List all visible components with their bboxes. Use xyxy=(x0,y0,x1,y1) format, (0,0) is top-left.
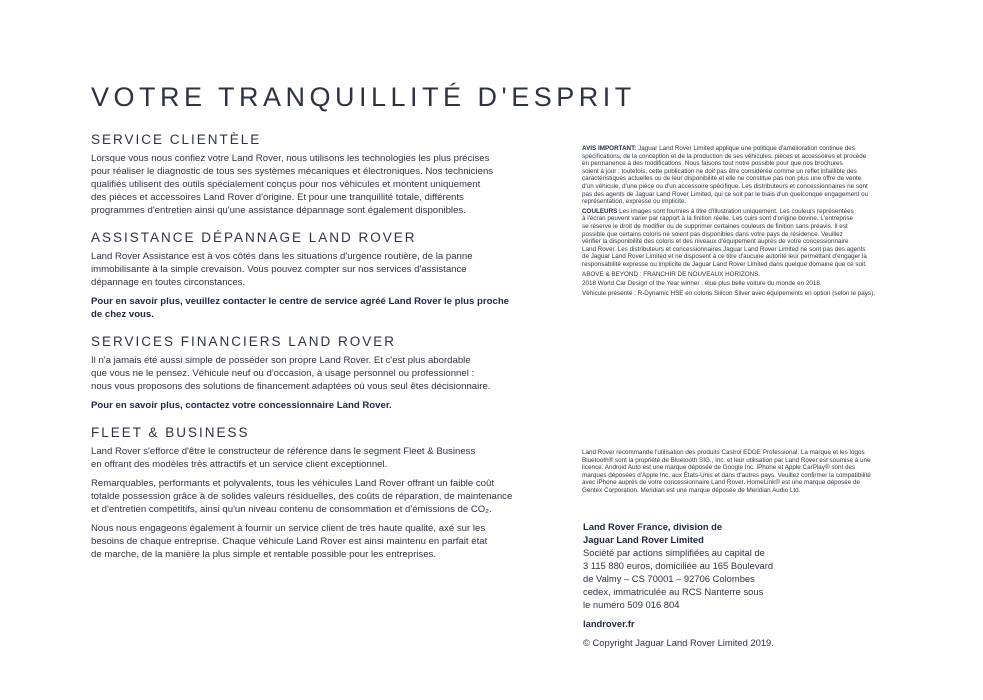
paragraph: Nous nous engageons également à fournir un service client de très haute qualité, axé sur les besoins de chaque entreprise. Chaque véhicule Land Rover est ainsi maintenu en parfait état de marche, de la manière la plus simple et rentable possible pour les entreprises. xyxy=(91,523,488,560)
section-assistance xyxy=(91,230,531,321)
notice-important xyxy=(582,145,927,206)
notice-tagline: ABOVE & BEYOND : FRANCHIR DE NOUVEAUX HORIZONS. xyxy=(582,270,761,278)
section-heading: ASSISTANCE DÉPANNAGE LAND ROVER xyxy=(91,230,417,245)
section-heading: FLEET & BUSINESS xyxy=(91,425,250,440)
notice-vehicle: Véhicule présenté : R-Dynamic HSE en coloris Silicon Silver avec équipements en option (selon le pays). xyxy=(582,289,875,297)
contact-note: Pour en savoir plus, veuillez contacter le centre de service agréé Land Rover le plus proche de chez vous. xyxy=(91,296,510,320)
notice-award: 2018 World Car Design of the Year winner : élue plus belle voiture du monde en 2018. xyxy=(582,280,822,288)
paragraph: Il n'a jamais été aussi simple de posséder son propre Land Rover. Et c'est plus abordable que vous ne le pensez. Véhicule neuf ou d'occasion, à usage personnel ou professionnel : nous vous proposons des solutions de financement adaptées où vous seul êtes décisionnaire. xyxy=(91,355,491,392)
page-title: VOTRE TRANQUILLITÉ D'ESPRIT xyxy=(91,82,636,112)
company-name: Land Rover France, division de Jaguar Land Rover Limited xyxy=(583,521,723,545)
company-info xyxy=(583,520,923,649)
section-service xyxy=(91,132,531,217)
paragraph: Land Rover Assistance est à vos côtés dans les situations d'urgence routière, de la panne immobilisante à la simple crevaison. Vous pouvez compter sur nos services d'assistance dépannage en toutes circonstances. xyxy=(91,251,473,288)
notice-label: COULEURS xyxy=(582,207,618,215)
notice-text: Les images sont fournies à titre d'illustration uniquement. Les couleurs représentées à l'écran peuvent varier par rapport à la finition réelle. Les cuirs sont d'origine bovine. L'entreprise se réserve le droit de modifier ou de supprimer certaines couleurs de finition sans préavis. Il est possible que certains coloris ne soient pas disponibles dans votre pays de résidence. Veuillez vérifier la disponibilité des coloris et des niveaux d'équipement auprès de votre concessionnaire Land Rover. Les distributeurs et concessionnaires Jaguar Land Rover Limited ne sont pas des agents de Jaguar Land Rover Limited et ne disposent à ce titre d'aucune autorité leur permettant d'engager la responsabilité expresse ou implicite de Jaguar Land Rover Limited dans quelque domaine que ce soit. xyxy=(582,207,867,268)
important-notice xyxy=(582,145,927,299)
copyright: © Copyright Jaguar Land Rover Limited 2019. xyxy=(583,637,774,648)
section-financial xyxy=(91,334,531,412)
legal-trademarks: Land Rover recommande l'utilisation des produits Castrol EDGE Professional. La marque et les logos Bluetooth® sont la propriété de Bluetooth SIG., Inc. et leur utilisation par Land Rover est soumise à une licence. Android Auto est une marque déposée de Google Inc. iPhone et Apple CarPlay® sont des marques déposées d'Apple Inc. aux États-Unis et dans d'autres pays. Veuillez confirmer la compatibilité avec iPhone auprès de votre concessionnaire Land Rover. HomeLink® est une marque déposée de Gentex Corporation. Meridian est une marque déposée de Meridian Audio Ltd. xyxy=(582,449,871,494)
contact-note: Pour en savoir plus, contactez votre concessionnaire Land Rover. xyxy=(91,400,392,411)
section-heading: SERVICE CLIENTÈLE xyxy=(91,132,262,147)
notice-text: Jaguar Land Rover Limited applique une politique d'amélioration continue des spécifications, de la conception et de la production de ses véhicules, pièces et accessoires et procède en permanence à des modifications. Nous faisons tout notre possible pour que nos brochures soient à jour ; toutefois, cette publication ne doit pas être considérée comme un reflet infaillible des caractéristiques actuelles ou de leur disponibilité et elle ne constitue pas non plus une offre de vente d'un véhicule, d'une pièce ou d'un accessoire spécifique. Les distributeurs et concessionnaires ne sont pas des agents de Jaguar Land Rover Limited, qui ce soit par le biais d'un quelconque engagement ou représentation, expresse ou implicite. xyxy=(582,145,869,206)
company-address: Société par actions simplifiées au capital de 3 115 880 euros, domiciliée au 165 Boulevard de Valmy – CS 70001 – 92706 Colombes cedex, immatriculée au RCS Nanterre sous le numéro 509 016 804 xyxy=(583,547,774,610)
notice-label: AVIS IMPORTANT: xyxy=(582,145,637,152)
paragraph: Remarquables, performants et polyvalents, tous les véhicules Land Rover offrant un faible coût totalde possession grâce à de solides valeurs résiduelles, des coûts de réparation, de maintenance et d'entretien compétitifs, ainsi qu'un niveau contenu de consommation et d'émissions de CO₂. xyxy=(91,478,513,515)
notice-colors xyxy=(582,208,927,269)
paragraph: Land Rover s'efforce d'être le constructeur de référence dans le segment Fleet & Business en offrant des modèles très attractifs et un service client exceptionnel. xyxy=(91,446,476,470)
section-fleet xyxy=(91,425,531,561)
main-content xyxy=(91,132,531,574)
section-heading: SERVICES FINANCIERS LAND ROVER xyxy=(91,334,397,349)
paragraph: Lorsque vous nous confiez votre Land Rover, nous utilisons les technologies les plus précises pour réaliser le diagnostic de tous ses systèmes mécaniques et électroniques. Nos techniciens qualifiés utilisent des outils spécialement conçus pour nos véhicules et montent uniquement des pièces et accessoires Land Rover d'origine. Et pour une tranquillité totale, différents programmes d'entretien ainsi qu'une assistance dépannage sont également disponibles. xyxy=(91,153,494,216)
website-link[interactable]: landrover.fr xyxy=(583,618,635,629)
